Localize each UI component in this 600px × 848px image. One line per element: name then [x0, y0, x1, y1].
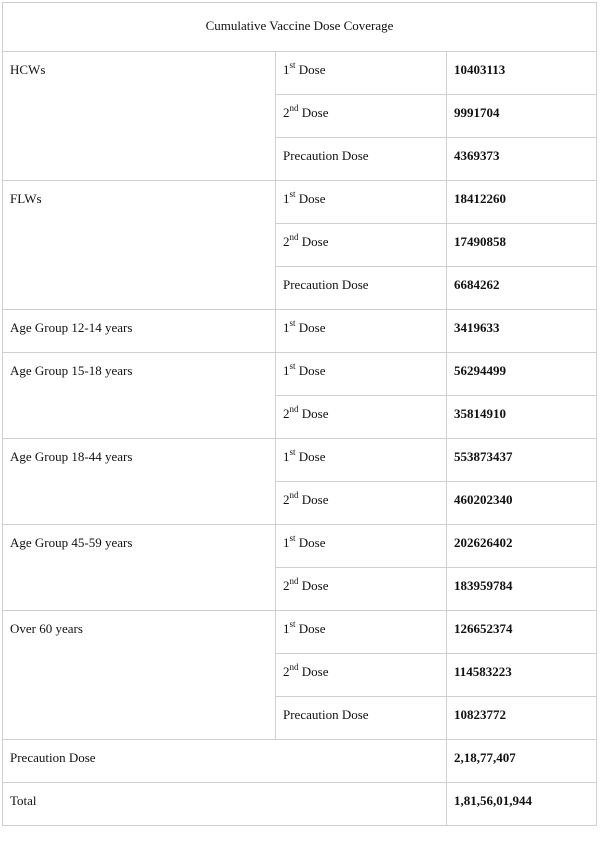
dose-label-precaution: Precaution Dose [276, 697, 447, 740]
precaution-summary-row [3, 740, 597, 783]
dose-label-first: 1st Dose [276, 353, 447, 396]
group-label-hcws: HCWs [3, 52, 276, 181]
dose-value: 35814910 [447, 396, 597, 439]
dose-value: 114583223 [447, 654, 597, 697]
dose-label-second: 2nd Dose [276, 396, 447, 439]
table-row [3, 181, 597, 224]
dose-value: 126652374 [447, 611, 597, 654]
dose-label-precaution: Precaution Dose [276, 267, 447, 310]
dose-value: 460202340 [447, 482, 597, 525]
dose-value: 202626402 [447, 525, 597, 568]
group-label-age-12-14: Age Group 12-14 years [3, 310, 276, 353]
table-row [3, 52, 597, 95]
dose-value: 18412260 [447, 181, 597, 224]
dose-value: 183959784 [447, 568, 597, 611]
dose-label-second: 2nd Dose [276, 95, 447, 138]
dose-label-second: 2nd Dose [276, 568, 447, 611]
dose-value: 3419633 [447, 310, 597, 353]
dose-value: 9991704 [447, 95, 597, 138]
table-row [3, 353, 597, 396]
dose-value: 4369373 [447, 138, 597, 181]
vaccine-coverage-table [2, 2, 597, 826]
total-label: Total [3, 783, 447, 826]
dose-label-first: 1st Dose [276, 181, 447, 224]
table-row [3, 310, 597, 353]
dose-label-second: 2nd Dose [276, 224, 447, 267]
group-label-age-15-18: Age Group 15-18 years [3, 353, 276, 439]
dose-label-first: 1st Dose [276, 310, 447, 353]
dose-value: 6684262 [447, 267, 597, 310]
table-row [3, 611, 597, 654]
dose-label-first: 1st Dose [276, 525, 447, 568]
group-label-over-60: Over 60 years [3, 611, 276, 740]
group-label-flws: FLWs [3, 181, 276, 310]
dose-value: 553873437 [447, 439, 597, 482]
group-label-age-18-44: Age Group 18-44 years [3, 439, 276, 525]
table-title-row [3, 3, 597, 52]
group-label-age-45-59: Age Group 45-59 years [3, 525, 276, 611]
dose-value: 10823772 [447, 697, 597, 740]
total-row [3, 783, 597, 826]
table-row [3, 525, 597, 568]
total-value: 1,81,56,01,944 [447, 783, 597, 826]
precaution-summary-label: Precaution Dose [3, 740, 447, 783]
table-row [3, 439, 597, 482]
dose-value: 56294499 [447, 353, 597, 396]
dose-label-first: 1st Dose [276, 52, 447, 95]
dose-value: 17490858 [447, 224, 597, 267]
dose-label-first: 1st Dose [276, 439, 447, 482]
table-title: Cumulative Vaccine Dose Coverage [3, 3, 597, 52]
dose-value: 10403113 [447, 52, 597, 95]
dose-label-second: 2nd Dose [276, 482, 447, 525]
precaution-summary-value: 2,18,77,407 [447, 740, 597, 783]
dose-label-precaution: Precaution Dose [276, 138, 447, 181]
dose-label-second: 2nd Dose [276, 654, 447, 697]
dose-label-first: 1st Dose [276, 611, 447, 654]
